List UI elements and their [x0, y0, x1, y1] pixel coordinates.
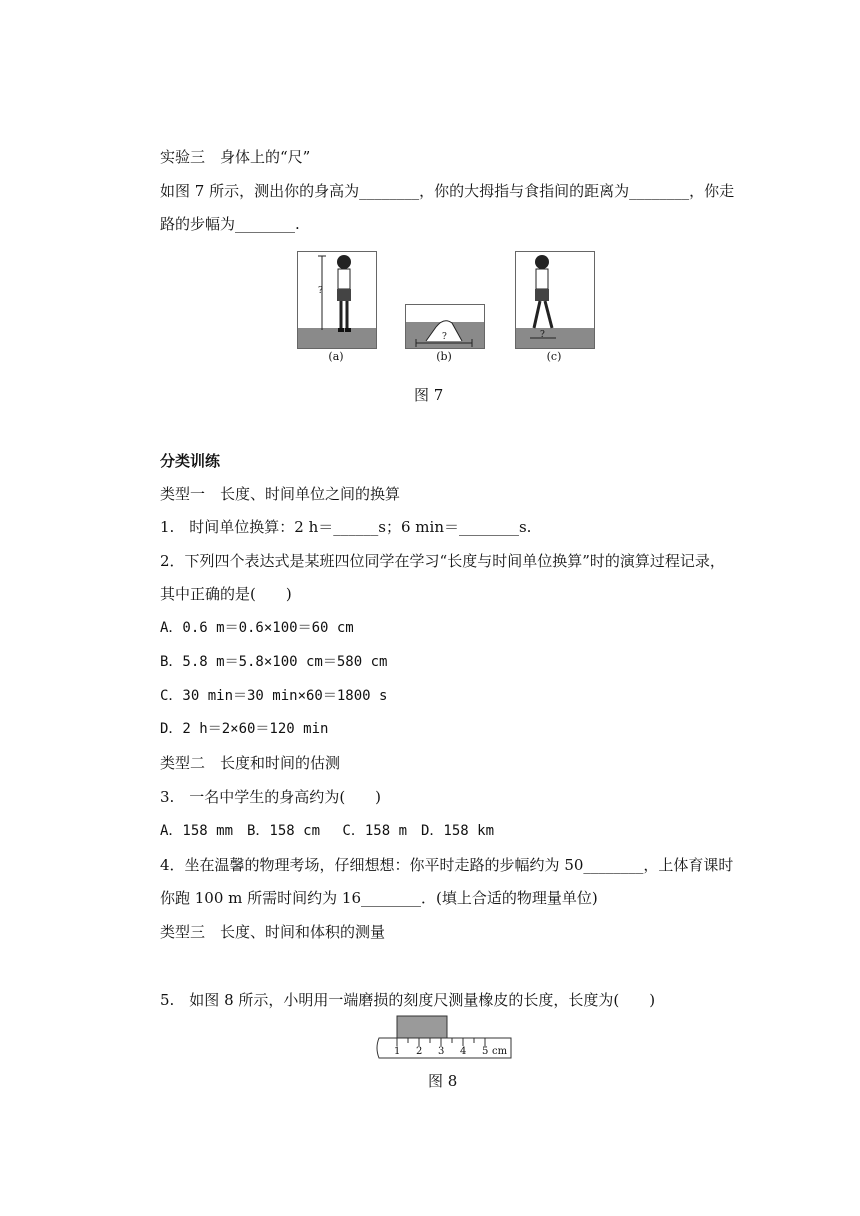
type3-heading: 类型三 长度、时间和体积的测量 — [160, 923, 386, 941]
walking-person-icon — [516, 252, 594, 348]
ruler-number-3: 3 — [438, 1046, 445, 1057]
question-4-line2: 你跑 100 m 所需时间约为 16________．(填上合适的物理量单位) — [160, 889, 598, 907]
figure-7-caption: 图 7 — [414, 386, 444, 404]
question-3-options: A．158 mm B．158 cm C．158 m D．158 km — [160, 823, 495, 839]
figure-7b-label: (b) — [436, 350, 452, 363]
question-2-option-b: B．5.8 m＝5.8×100 cm＝580 cm — [160, 654, 388, 670]
ruler-unit: cm — [492, 1046, 508, 1057]
figure-7c-panel — [515, 251, 595, 349]
question-5: 5. 如图 8 所示，小明用一端磨损的刻度尺测量橡皮的长度，长度为( ) — [160, 991, 656, 1009]
question-3: 3. 一名中学生的身高约为( ) — [160, 788, 382, 806]
figure-7b-question: ? — [442, 332, 447, 342]
experiment-text-line2: 路的步幅为________. — [160, 215, 300, 233]
question-2-line1: 2．下列四个表达式是某班四位同学在学习“长度与时间单位换算”时的演算过程记录， — [160, 552, 725, 570]
ruler-number-5: 5 — [482, 1046, 489, 1057]
figure-7a-label: (a) — [328, 350, 344, 363]
figure-7a-panel — [297, 251, 377, 349]
figure-8-caption: 图 8 — [428, 1072, 458, 1090]
question-4-line1: 4．坐在温馨的物理考场，仔细想想：你平时走路的步幅约为 50________，上体育课时 — [160, 856, 734, 874]
figure-7b-panel — [405, 304, 485, 349]
type1-heading: 类型一 长度、时间单位之间的换算 — [160, 485, 401, 503]
experiment-heading: 实验三 身体上的“尺” — [160, 148, 311, 166]
figure-7a-question: ? — [318, 286, 323, 296]
type2-heading: 类型二 长度和时间的估测 — [160, 754, 341, 772]
experiment-text-line1: 如图 7 所示，测出你的身高为________，你的大拇指与食指间的距离为________，你走 — [160, 182, 735, 200]
ruler-number-4: 4 — [460, 1046, 467, 1057]
ruler-number-2: 2 — [416, 1046, 423, 1057]
question-1: 1. 时间单位换算：2 h＝______s；6 min＝________s. — [160, 518, 532, 536]
ruler-number-1: 1 — [394, 1046, 401, 1057]
training-title: 分类训练 — [160, 452, 221, 470]
standing-person-icon — [298, 252, 376, 348]
figure-7c-label: (c) — [546, 350, 562, 363]
question-2-option-c: C．30 min＝30 min×60＝1800 s — [160, 688, 388, 704]
question-2-option-a: A．0.6 m＝0.6×100＝60 cm — [160, 620, 354, 636]
question-2-line2: 其中正确的是( ) — [160, 585, 292, 603]
question-2-option-d: D．2 h＝2×60＝120 min — [160, 721, 329, 737]
figure-7c-question: ? — [540, 330, 545, 340]
